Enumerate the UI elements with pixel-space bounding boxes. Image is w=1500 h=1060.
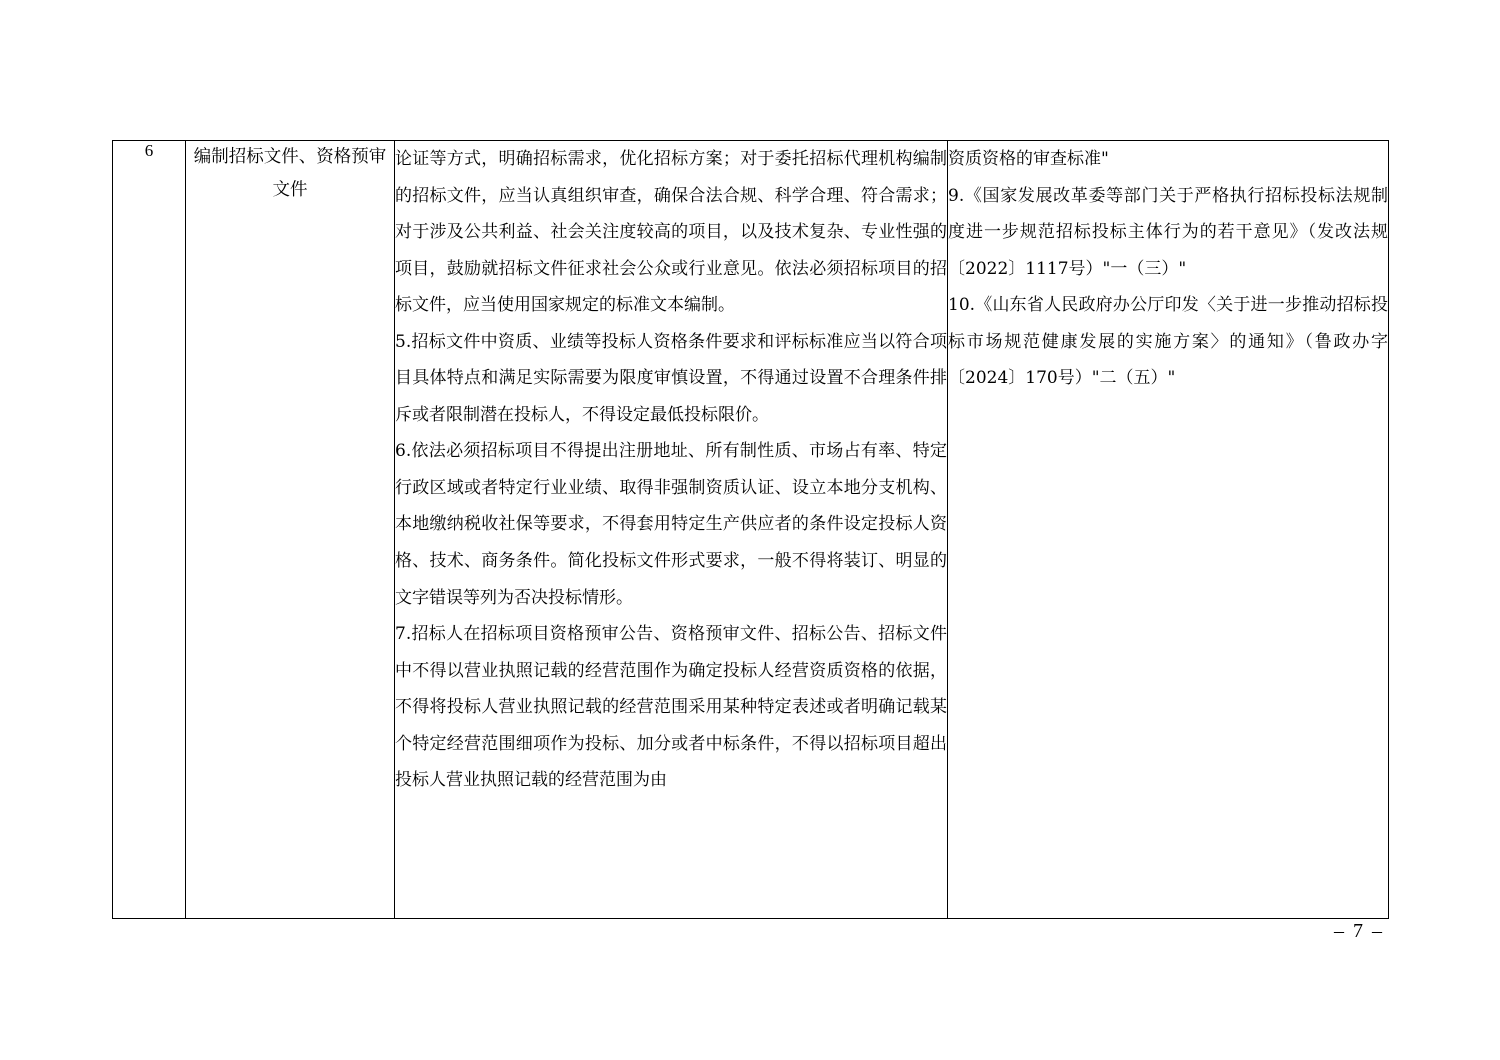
content-paragraph-4: 7.招标人在招标项目资格预审公告、资格预审文件、招标公告、招标文件中不得以营业执照记载的经营范围作为确定投标人经营资质资格的依据，不得将投标人营业执照记载的经营范围采用某种特定表述或者明确记载某个特定经营范围细项作为投标、加分或者中标条件，不得以招标项目超出投标人营业执照记载的经营范围为由 [395,624,947,791]
regulation-table [112,140,1389,919]
row-basis-cell [948,141,1389,919]
basis-paragraph-2: 9.《国家发展改革委等部门关于严格执行招标投标法规制度进一步规范招标投标主体行为的若干意见》（发改法规〔2022〕1117号）"一（三）" [948,185,1388,279]
page-number: – 7 – [1334,920,1384,942]
row-index-cell: 6 [113,141,186,919]
content-paragraph-1: 论证等方式，明确招标需求，优化招标方案；对于委托招标代理机构编制的招标文件，应当认真组织审查，确保合法合规、科学合理、符合需求；对于涉及公共利益、社会关注度较高的项目，以及技术复杂、专业性强的项目，鼓励就招标文件征求社会公众或行业意见。依法必须招标项目的招标文件，应当使用国家规定的标准文本编制。 [395,149,947,316]
row-stage-cell: 编制招标文件、资格预审文件 [186,141,395,919]
basis-paragraph-1: 资质资格的审查标准" [948,149,1109,169]
content-paragraph-2: 5.招标文件中资质、业绩等投标人资格条件要求和评标标准应当以符合项目具体特点和满足实际需要为限度审慎设置，不得通过设置不合理条件排斥或者限制潜在投标人，不得设定最低投标限价。 [395,331,947,425]
basis-paragraph-3: 10.《山东省人民政府办公厅印发〈关于进一步推动招标投标市场规范健康发展的实施方案〉的通知》（鲁政办字〔2024〕170号）"二（五）" [948,295,1388,389]
table-row [113,141,1389,919]
content-paragraph-3: 6.依法必须招标项目不得提出注册地址、所有制性质、市场占有率、特定行政区域或者特定行业业绩、取得非强制资质认证、设立本地分支机构、本地缴纳税收社保等要求，不得套用特定生产供应者的条件设定投标人资格、技术、商务条件。简化投标文件形式要求，一般不得将装订、明显的文字错误等列为否决投标情形。 [395,441,947,608]
row-content-cell [395,141,948,919]
